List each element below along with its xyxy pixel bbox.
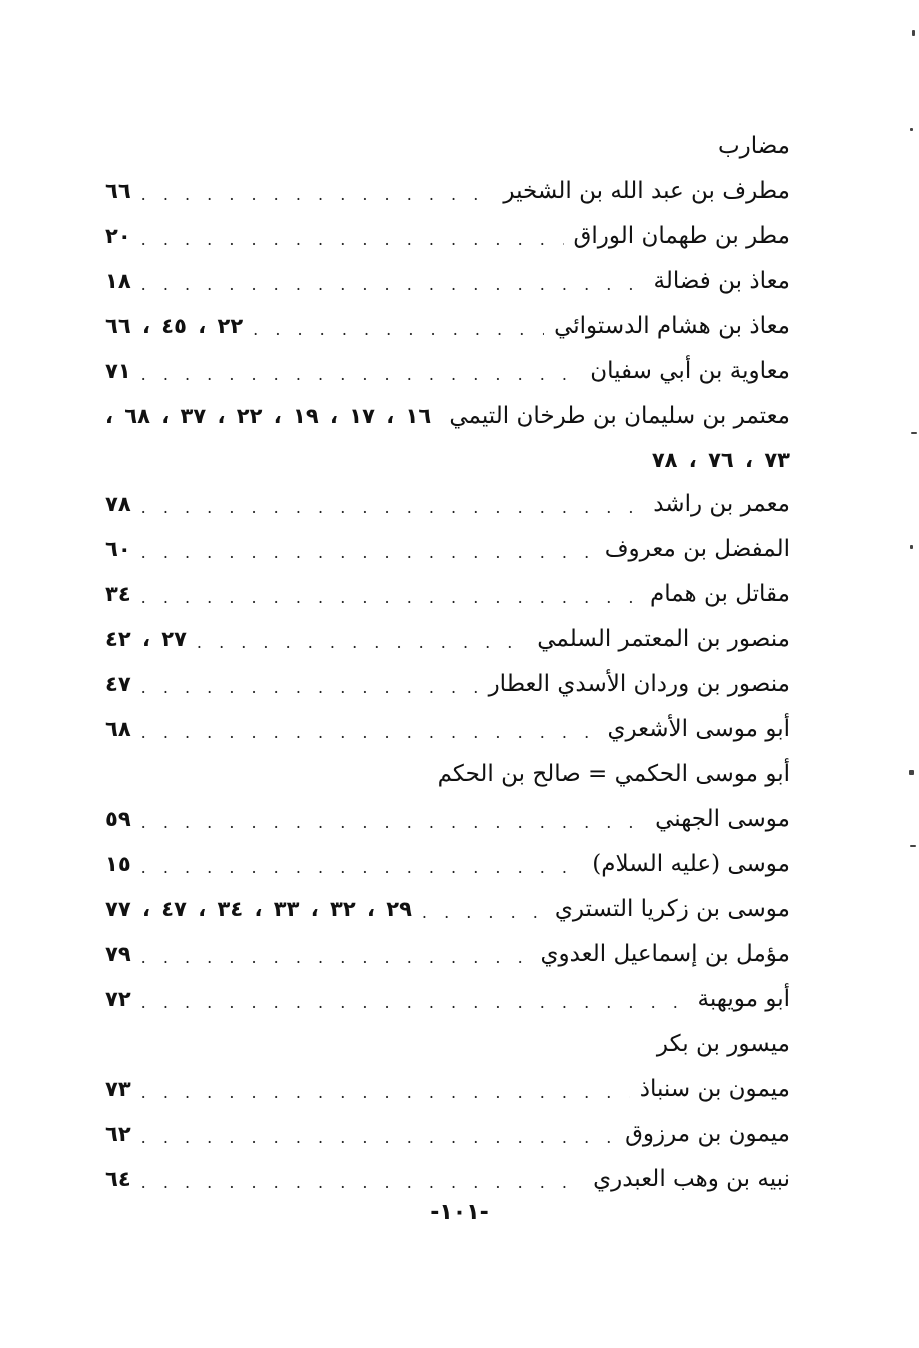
dot-leader bbox=[141, 1112, 615, 1157]
entry-name: معاوية بن أبي سفيان bbox=[590, 358, 790, 384]
entry-pages: ٦٢ bbox=[105, 1122, 131, 1146]
dot-leader bbox=[141, 572, 640, 617]
scan-speck bbox=[910, 545, 913, 549]
index-entry bbox=[105, 527, 790, 572]
entry-name: مطرف بن عبد الله بن الشخير bbox=[503, 178, 790, 204]
entry-name: منصور بن المعتمر السلمي bbox=[537, 626, 790, 652]
entry-name: مؤمل بن إسماعيل العدوي bbox=[540, 941, 790, 967]
entry-pages: ٤٧ bbox=[105, 672, 131, 696]
entry-pages: ٦٦ bbox=[105, 179, 131, 203]
entry-pages: ٢٧ ، ٤٢ bbox=[105, 627, 187, 651]
dot-leader bbox=[141, 259, 644, 304]
entry-pages: ٧٣ ، ٧٦ ، ٧٨ bbox=[651, 448, 790, 472]
index-entry bbox=[105, 842, 790, 887]
index-entry bbox=[105, 1157, 790, 1202]
entry-pages: ٦٨ bbox=[105, 717, 131, 741]
entry-name: مقاتل بن همام bbox=[650, 581, 790, 607]
dot-leader bbox=[141, 527, 595, 572]
entry-pages: ١٦ ، ١٧ ، ١٩ ، ٢٢ ، ٣٧ ، ٦٨ ، bbox=[105, 404, 432, 428]
index-entry bbox=[105, 752, 790, 797]
entry-name: معاذ بن فضالة bbox=[653, 268, 790, 294]
index-entry bbox=[105, 932, 790, 977]
entry-pages: ٦٠ bbox=[105, 537, 131, 561]
entry-name: موسى (عليه السلام) bbox=[592, 851, 790, 877]
index-entry bbox=[105, 259, 790, 304]
index-entry bbox=[105, 169, 790, 214]
entry-name: ميمون بن سنباذ bbox=[639, 1076, 790, 1102]
entry-pages: ٢٩ ، ٣٢ ، ٣٣ ، ٣٤ ، ٤٧ ، ٧٧ bbox=[105, 897, 412, 921]
index-entry bbox=[105, 482, 790, 527]
index-entry bbox=[105, 1112, 790, 1157]
entry-name: معمر بن راشد bbox=[653, 491, 790, 517]
dot-leader bbox=[141, 349, 581, 394]
index-entry bbox=[105, 797, 790, 842]
entry-pages: ٧١ bbox=[105, 359, 131, 383]
index-entry bbox=[105, 572, 790, 617]
entry-name: معاذ بن هشام الدستوائي bbox=[554, 313, 790, 339]
entry-name: أبو موسى الأشعري bbox=[607, 716, 790, 742]
entry-pages: ٢٢ ، ٤٥ ، ٦٦ bbox=[105, 314, 244, 338]
name-index-list bbox=[105, 124, 790, 1202]
dot-leader bbox=[141, 797, 645, 842]
scan-speck bbox=[910, 128, 913, 131]
dot-leader bbox=[422, 887, 545, 932]
index-entry bbox=[105, 617, 790, 662]
entry-pages: ١٨ bbox=[105, 269, 131, 293]
index-entry bbox=[105, 707, 790, 752]
dot-leader bbox=[197, 617, 527, 662]
dot-leader bbox=[141, 932, 531, 977]
entry-pages: ١٥ bbox=[105, 852, 131, 876]
entry-pages: ٧٨ bbox=[105, 492, 131, 516]
dot-leader bbox=[141, 169, 494, 214]
dot-leader bbox=[141, 842, 583, 887]
entry-pages: ٥٩ bbox=[105, 807, 131, 831]
entry-name: معتمر بن سليمان بن طرخان التيمي bbox=[449, 403, 790, 429]
dot-leader bbox=[141, 707, 598, 752]
entry-name: نبيه بن وهب العبدري bbox=[593, 1166, 790, 1192]
index-entry bbox=[105, 1067, 790, 1112]
entry-name: مضارب bbox=[717, 133, 790, 159]
entry-name: ميسور بن بكر bbox=[656, 1031, 790, 1057]
scan-speck bbox=[909, 770, 914, 775]
entry-pages: ٧٢ bbox=[105, 987, 131, 1011]
index-entry bbox=[105, 394, 790, 439]
entry-pages: ٧٩ bbox=[105, 942, 131, 966]
index-entry bbox=[105, 1022, 790, 1067]
dot-leader bbox=[141, 977, 688, 1022]
index-entry bbox=[105, 349, 790, 394]
entry-pages: ٦٤ bbox=[105, 1167, 131, 1191]
entry-name: أبو موسى الحكمي = صالح بن الحكم bbox=[437, 761, 790, 787]
dot-leader bbox=[141, 1067, 630, 1112]
page-number: -١٠١- bbox=[430, 1200, 489, 1225]
entry-pages: ٣٤ bbox=[105, 582, 131, 606]
scan-speck bbox=[911, 432, 917, 434]
entry-pages: ٧٣ bbox=[105, 1077, 131, 1101]
entry-name: المفضل بن معروف bbox=[604, 536, 790, 562]
dot-leader bbox=[141, 662, 479, 707]
index-entry bbox=[105, 977, 790, 1022]
entry-name: موسى بن زكريا التستري bbox=[554, 896, 790, 922]
dot-leader bbox=[141, 214, 564, 259]
scan-speck bbox=[912, 30, 915, 36]
dot-leader bbox=[253, 304, 544, 349]
entry-pages: ٢٠ bbox=[105, 224, 131, 248]
index-entry bbox=[105, 662, 790, 707]
index-entry bbox=[105, 124, 790, 169]
entry-name: أبو مويهبة bbox=[697, 986, 790, 1012]
dot-leader bbox=[141, 482, 644, 527]
dot-leader bbox=[141, 1157, 583, 1202]
entry-name: ميمون بن مرزوق bbox=[625, 1121, 790, 1147]
scan-speck bbox=[910, 845, 916, 847]
index-entry bbox=[105, 304, 790, 349]
index-entry-continuation bbox=[105, 439, 790, 482]
index-entry bbox=[105, 214, 790, 259]
index-entry bbox=[105, 887, 790, 932]
entry-name: منصور بن وردان الأسدي العطار bbox=[488, 671, 790, 697]
entry-name: مطر بن طهمان الوراق bbox=[573, 223, 790, 249]
entry-name: موسى الجهني bbox=[655, 806, 790, 832]
